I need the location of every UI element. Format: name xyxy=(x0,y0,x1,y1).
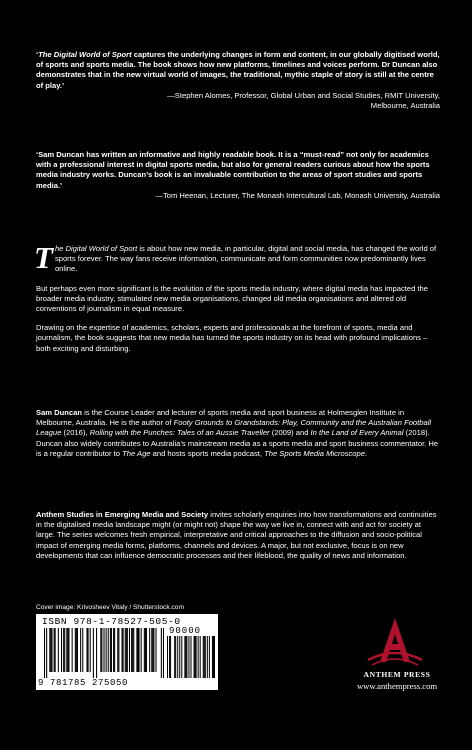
barcode-bar xyxy=(188,636,189,678)
barcode-bar xyxy=(203,636,204,678)
barcode-bar xyxy=(50,628,51,672)
barcode-bar xyxy=(51,628,52,672)
barcode-bar xyxy=(179,636,180,678)
barcode-bar xyxy=(209,636,210,678)
review-quote-2-attribution: —Tom Heenan, Lecturer, The Monash Intercultural Lab, Monash University, Australia xyxy=(155,190,440,200)
barcode-bar xyxy=(100,628,101,672)
barcode-bar xyxy=(114,628,115,672)
barcode-bar xyxy=(86,628,87,672)
barcode-bar xyxy=(163,628,164,678)
barcode-bar xyxy=(136,628,137,672)
series-text: Anthem Studies in Emerging Media and Society invites scholarly enquiries into how transformations and continuities in the digitalised media landscape might (or might not) shape the way we live in, connect with and act for society at large. The series welcomes fresh empirical, interpretative and critical approaches to the diffusion and socio-political impact of emerging media forms, platforms, channels and devices. A major, but not exclusive, focus is on new developments that can influence democratic processes and their lifeblood, the quality of news and information. xyxy=(36,510,437,560)
drop-cap: T xyxy=(34,240,53,275)
barcode-bar xyxy=(151,628,152,672)
barcode-bars xyxy=(44,628,164,678)
review-quote-1-text: ‘The Digital World of Sport captures the underlying changes in form and content, in our globally digitised world, of sports and sports media. The book shows how new platforms, timelines and voices perform. Dr Duncan also demonstrates that in the new virtual world of images, the traditional, mythic staple of story is still at the centre of play.’ xyxy=(36,50,440,90)
barcode-bar xyxy=(131,628,132,672)
barcode-bar xyxy=(72,628,73,672)
anthem-press-logo-icon xyxy=(350,616,440,668)
barcode-bar xyxy=(54,628,55,672)
review-quote-1-attribution: —Stephen Alomes, Professor, Global Urban and Social Studies, RMIT University, xyxy=(167,90,440,100)
isbn-number: ISBN 978-1-78527-505-0 xyxy=(42,616,181,627)
barcode-bar xyxy=(137,628,138,672)
barcode-bar xyxy=(113,628,114,672)
barcode-bar xyxy=(103,628,104,672)
barcode-bar xyxy=(200,636,201,678)
barcode-bar xyxy=(167,636,168,678)
barcode-bar xyxy=(93,628,94,678)
barcode-bar xyxy=(190,636,191,678)
barcode-bar xyxy=(82,628,83,672)
cover-image-credit: Cover image: Krivosheev Vitaly / Shutterstock.com xyxy=(36,604,184,611)
author-name: Sam Duncan xyxy=(36,408,82,417)
barcode-bar xyxy=(125,628,126,672)
barcode-bar xyxy=(169,636,170,678)
barcode-bar xyxy=(141,628,142,672)
barcode-bar xyxy=(184,636,185,678)
barcode-bar xyxy=(185,636,186,678)
barcode-bar xyxy=(61,628,62,672)
barcode-bar xyxy=(75,628,76,672)
review-quote-1-attribution-location: Melbourne, Australia xyxy=(370,101,440,111)
book-description xyxy=(34,240,440,363)
barcode-bar xyxy=(207,636,208,678)
barcode-bar xyxy=(194,636,195,678)
barcode-bar xyxy=(66,628,67,672)
barcode-bar xyxy=(123,628,124,672)
isbn-barcode xyxy=(36,614,218,690)
publisher-website: www.anthempress.com xyxy=(356,681,438,691)
barcode-bar xyxy=(145,628,146,672)
barcode-bar xyxy=(204,636,205,678)
barcode-bar xyxy=(186,636,187,678)
barcode-bar xyxy=(161,628,162,678)
barcode-bar xyxy=(111,628,112,672)
barcode-bar xyxy=(46,628,47,678)
review-quote-1 xyxy=(36,50,440,111)
barcode-bar xyxy=(49,628,50,672)
description-paragraph-1: The Digital World of Sport is about how new media, in particular, digital and social media, has changed the world of sports forever. The way fans receive information, communicate and form communities now predominantly lives online. xyxy=(34,240,437,275)
barcode-bar xyxy=(58,628,59,672)
barcode-bar xyxy=(205,636,206,678)
barcode-bar xyxy=(212,636,213,678)
description-paragraph-2: But perhaps even more significant is the evolution of the sports media industry, where digital media has impacted the broader media industry, stimulated new media organisations, changed old media organisations and altered old conventions of journalism in equal measure. xyxy=(36,283,428,314)
barcode-bar xyxy=(90,628,91,672)
barcode-bar xyxy=(214,636,215,678)
book-title-italic: The Digital World of Sport xyxy=(38,50,132,59)
barcode-bar xyxy=(110,628,111,672)
barcode-bar xyxy=(144,628,145,672)
barcode-bar xyxy=(152,628,153,672)
barcode-digits: 9 781785 275050 xyxy=(38,678,129,688)
barcode-bar xyxy=(55,628,56,672)
barcode-bar xyxy=(108,628,109,672)
barcode-bar xyxy=(181,636,182,678)
publisher-name: ANTHEM PRESS xyxy=(363,670,431,679)
description-paragraph-3: Drawing on the expertise of academics, scholars, experts and professionals at the forefront of sports, media and journalism, the book suggests that new media has turned the sports industry on its head with profound implications – both exciting and disturbing. xyxy=(36,323,428,353)
barcode-bar xyxy=(67,628,68,672)
barcode-bar xyxy=(68,628,69,672)
barcode-bar xyxy=(195,636,196,678)
barcode-bar xyxy=(118,628,119,672)
barcode-bar xyxy=(117,628,118,672)
barcode-addon-bars xyxy=(167,636,215,678)
barcode-bar xyxy=(88,628,89,672)
review-quote-2 xyxy=(36,150,440,201)
author-bio xyxy=(36,408,440,459)
barcode-bar xyxy=(106,628,107,672)
barcode-bar xyxy=(64,628,65,672)
barcode-bar xyxy=(196,636,197,678)
barcode-bar xyxy=(133,628,134,672)
barcode-bar xyxy=(177,636,178,678)
barcode-bar xyxy=(132,628,133,672)
barcode-addon-number: 90000 xyxy=(169,626,202,636)
series-name: Anthem Studies in Emerging Media and Society xyxy=(36,510,209,519)
author-bio-text: Sam Duncan is the Course Leader and lecturer of sports media and sport business at Holmesglen Institute in Melbourne, Australia. He is the author of Footy Grounds to Grandstands: Play, Community and the Australian Football League (2016), Rolling with the Punches: Tales of an Aussie Traveller (2009) and In the Land of Every Animal (2018). Duncan also widely contributes to Australia’s mainstream media as a sports media and sport business commentator. He is a regular contributor to The Age and hosts sports media podcast, The Sports Media Microscope. xyxy=(36,408,439,458)
barcode-bar xyxy=(77,628,78,672)
barcode-bar xyxy=(101,628,102,672)
barcode-bar xyxy=(129,628,130,672)
barcode-bar xyxy=(174,636,175,678)
barcode-bar xyxy=(96,628,97,678)
barcode-bar xyxy=(139,628,140,672)
barcode-bar xyxy=(198,636,199,678)
barcode-bar xyxy=(44,628,45,678)
barcode-bar xyxy=(76,628,77,672)
barcode-bar xyxy=(80,628,81,672)
barcode-bar xyxy=(146,628,147,672)
series-description xyxy=(36,510,440,561)
barcode-bar xyxy=(149,628,150,672)
barcode-bar xyxy=(175,636,176,678)
barcode-bar xyxy=(126,628,127,672)
barcode-bar xyxy=(156,628,157,672)
barcode-bar xyxy=(153,628,154,672)
barcode-bar xyxy=(170,636,171,678)
review-quote-2-text: ‘Sam Duncan has written an informative and highly readable book. It is a “must-read” not only for academics with a professional interest in digital sports media, but also for general readers curious about how the sports media industry works. Duncan’s book is an invaluable contribution to the areas of sport studies and sports media.’ xyxy=(36,150,430,190)
barcode-bar xyxy=(127,628,128,672)
barcode-bar xyxy=(122,628,123,672)
barcode-bar xyxy=(63,628,64,672)
barcode-bar xyxy=(213,636,214,678)
